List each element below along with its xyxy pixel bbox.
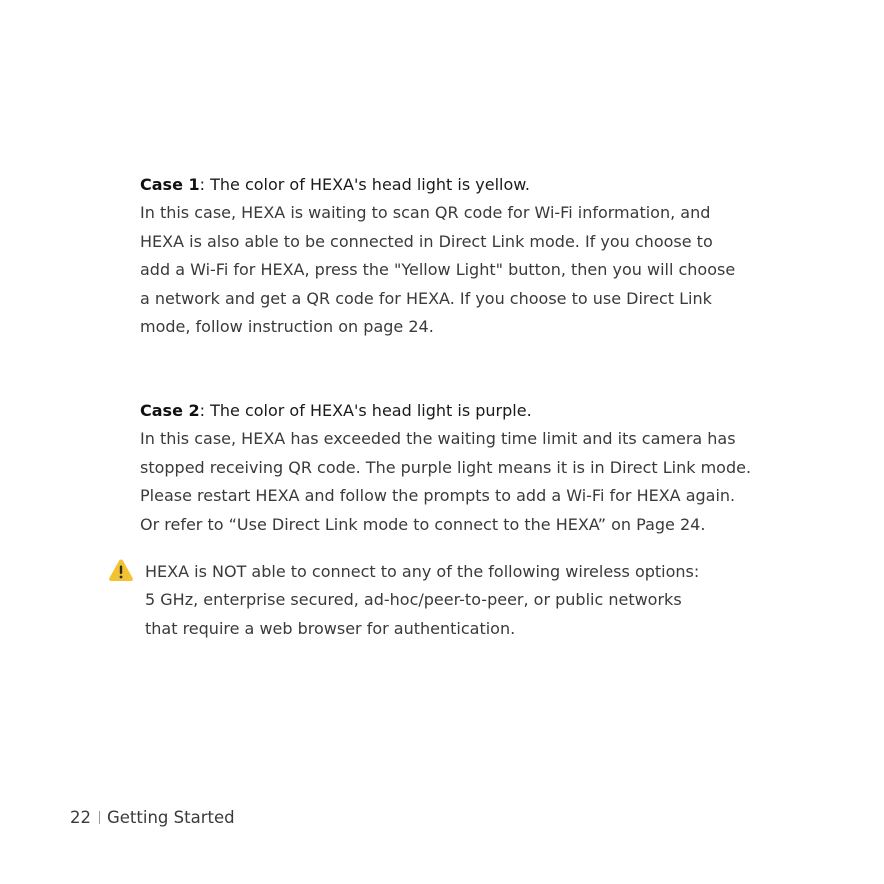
- case-1-label: Case 1: [140, 175, 200, 194]
- case-2-label: Case 2: [140, 401, 200, 420]
- warning-text: [145, 558, 785, 643]
- case-2-section: [140, 397, 790, 539]
- footer-divider: [99, 811, 100, 824]
- case-2-line: stopped receiving QR code. The purple light means it is in Direct Link mode.: [140, 457, 752, 477]
- warning-triangle-icon: [108, 558, 134, 582]
- case-1-line: mode, follow instruction on page 24.: [140, 317, 434, 337]
- case-2-line: Please restart HEXA and follow the prompts to add a Wi-Fi for HEXA again.: [140, 486, 736, 506]
- case-2-heading: [140, 397, 790, 425]
- case-1-heading: [140, 171, 790, 199]
- case-2-title-text: : The color of HEXA's head light is purple.: [199, 401, 532, 420]
- case-1-section: [140, 171, 790, 341]
- case-2-line: In this case, HEXA has exceeded the waiting time limit and its camera has: [140, 429, 736, 449]
- case-1-line: In this case, HEXA is waiting to scan QR code for Wi-Fi information, and: [140, 203, 711, 223]
- page-number: 22: [70, 808, 91, 827]
- warning-line: that require a web browser for authentication.: [145, 618, 516, 638]
- case-1-line: a network and get a QR code for HEXA. If you choose to use Direct Link: [140, 288, 712, 308]
- case-2-line: Or refer to “Use Direct Link mode to connect to the HEXA” on Page 24.: [140, 514, 706, 534]
- page-footer: [70, 806, 235, 830]
- warning-line: HEXA is NOT able to connect to any of the following wireless options:: [145, 562, 700, 581]
- warning-line: 5 GHz, enterprise secured, ad-hoc/peer-to-peer, or public networks: [145, 590, 682, 610]
- case-1-title-text: : The color of HEXA's head light is yellow.: [199, 175, 530, 194]
- section-title: Getting Started: [107, 808, 235, 827]
- case-1-line: HEXA is also able to be connected in Direct Link mode. If you choose to: [140, 231, 713, 251]
- case-1-line: add a Wi-Fi for HEXA, press the "Yellow Light" button, then you will choose: [140, 260, 736, 280]
